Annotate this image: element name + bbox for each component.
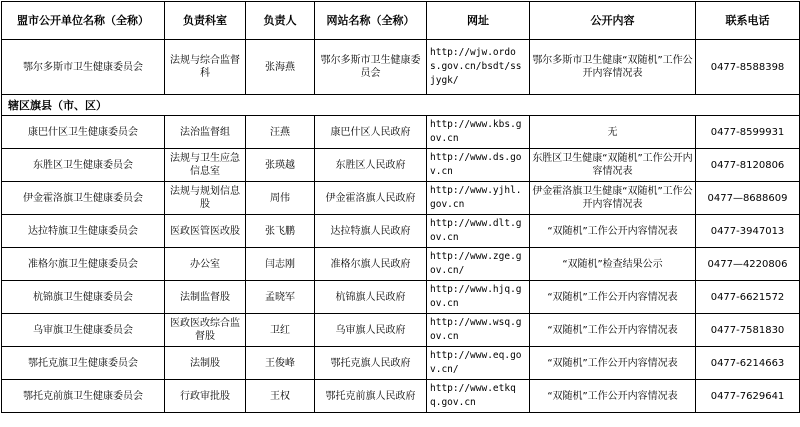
person-cell: 汪燕 (246, 116, 315, 149)
person-cell: 张海燕 (246, 40, 315, 95)
header-dept: 负责科室 (165, 2, 246, 40)
person-cell: 卫红 (246, 314, 315, 347)
person-cell: 闫志刚 (246, 248, 315, 281)
table-row (2, 347, 800, 380)
person-cell: 孟晓军 (246, 281, 315, 314)
phone-cell: 0477-8588398 (696, 40, 800, 95)
disclosure-table (1, 1, 800, 413)
phone-cell: 0477—4220806 (696, 248, 800, 281)
person-cell: 王俊峰 (246, 347, 315, 380)
person-cell: 王权 (246, 380, 315, 413)
site-cell: 杭锦旗人民政府 (315, 281, 427, 314)
dept-cell: 法规与综合监督科 (165, 40, 246, 95)
content-cell: “双随机”工作公开内容情况表 (530, 380, 696, 413)
section-row (2, 95, 800, 116)
org-cell: 鄂托克旗卫生健康委员会 (2, 347, 165, 380)
phone-cell: 0477-8599931 (696, 116, 800, 149)
phone-cell: 0477-7629641 (696, 380, 800, 413)
site-cell: 康巴什区人民政府 (315, 116, 427, 149)
content-cell: 伊金霍洛旗卫生健康“双随机”工作公开内容情况表 (530, 182, 696, 215)
phone-cell: 0477-6214663 (696, 347, 800, 380)
url-link[interactable]: http://www.eq.gov.cn/ (427, 347, 530, 380)
dept-cell: 法规与卫生应急信息室 (165, 149, 246, 182)
dept-cell: 法制股 (165, 347, 246, 380)
table-row (2, 281, 800, 314)
site-cell: 准格尔旗人民政府 (315, 248, 427, 281)
content-cell: “双随机”工作公开内容情况表 (530, 215, 696, 248)
url-link[interactable]: http://www.hjq.gov.cn (427, 281, 530, 314)
phone-cell: 0477-6621572 (696, 281, 800, 314)
dept-cell: 行政审批股 (165, 380, 246, 413)
dept-cell: 法规与规划信息股 (165, 182, 246, 215)
org-cell: 东胜区卫生健康委员会 (2, 149, 165, 182)
org-cell: 杭锦旗卫生健康委员会 (2, 281, 165, 314)
site-cell: 乌审旗人民政府 (315, 314, 427, 347)
table-row (2, 116, 800, 149)
phone-cell: 0477-8120806 (696, 149, 800, 182)
dept-cell: 法制监督股 (165, 281, 246, 314)
site-cell: 达拉特旗人民政府 (315, 215, 427, 248)
table-row (2, 149, 800, 182)
header-site: 网站名称（全称） (315, 2, 427, 40)
dept-cell: 法治监督组 (165, 116, 246, 149)
phone-cell: 0477—8688609 (696, 182, 800, 215)
org-cell: 达拉特旗卫生健康委员会 (2, 215, 165, 248)
table-row (2, 215, 800, 248)
url-link[interactable]: http://www.zge.gov.cn/ (427, 248, 530, 281)
org-cell: 准格尔旗卫生健康委员会 (2, 248, 165, 281)
url-link[interactable]: http://www.etkqq.gov.cn (427, 380, 530, 413)
content-cell: 鄂尔多斯市卫生健康“双随机”工作公开内容情况表 (530, 40, 696, 95)
url-link[interactable]: http://www.ds.gov.cn (427, 149, 530, 182)
url-link[interactable]: http://wjw.ordos.gov.cn/bsdt/ssjygk/ (427, 40, 530, 95)
url-link[interactable]: http://www.yjhl.gov.cn (427, 182, 530, 215)
section-label: 辖区旗县（市、区） (2, 95, 800, 116)
person-cell: 张瑛越 (246, 149, 315, 182)
url-link[interactable]: http://www.dlt.gov.cn (427, 215, 530, 248)
content-cell: 无 (530, 116, 696, 149)
content-cell: “双随机”工作公开内容情况表 (530, 314, 696, 347)
table-row (2, 248, 800, 281)
person-cell: 周伟 (246, 182, 315, 215)
url-link[interactable]: http://www.wsq.gov.cn (427, 314, 530, 347)
header-url: 网址 (427, 2, 530, 40)
dept-cell: 医政医改综合监督股 (165, 314, 246, 347)
org-cell: 康巴什区卫生健康委员会 (2, 116, 165, 149)
dept-cell: 医政医管医改股 (165, 215, 246, 248)
table-row (2, 314, 800, 347)
header-phone: 联系电话 (696, 2, 800, 40)
phone-cell: 0477-7581830 (696, 314, 800, 347)
content-cell: “双随机”工作公开内容情况表 (530, 347, 696, 380)
header-content: 公开内容 (530, 2, 696, 40)
table-row (2, 182, 800, 215)
org-cell: 乌审旗卫生健康委员会 (2, 314, 165, 347)
site-cell: 东胜区人民政府 (315, 149, 427, 182)
table-row (2, 40, 800, 95)
site-cell: 鄂托克前旗人民政府 (315, 380, 427, 413)
url-link[interactable]: http://www.kbs.gov.cn (427, 116, 530, 149)
table-row (2, 380, 800, 413)
content-cell: “双随机”检查结果公示 (530, 248, 696, 281)
site-cell: 鄂托克旗人民政府 (315, 347, 427, 380)
dept-cell: 办公室 (165, 248, 246, 281)
header-row (2, 2, 800, 40)
org-cell: 伊金霍洛旗卫生健康委员会 (2, 182, 165, 215)
site-cell: 伊金霍洛旗人民政府 (315, 182, 427, 215)
header-org: 盟市公开单位名称（全称） (2, 2, 165, 40)
content-cell: “双随机”工作公开内容情况表 (530, 281, 696, 314)
header-person: 负责人 (246, 2, 315, 40)
content-cell: 东胜区卫生健康“双随机”工作公开内容情况表 (530, 149, 696, 182)
org-cell: 鄂尔多斯市卫生健康委员会 (2, 40, 165, 95)
org-cell: 鄂托克前旗卫生健康委员会 (2, 380, 165, 413)
site-cell: 鄂尔多斯市卫生健康委员会 (315, 40, 427, 95)
phone-cell: 0477-3947013 (696, 215, 800, 248)
person-cell: 张飞鹏 (246, 215, 315, 248)
